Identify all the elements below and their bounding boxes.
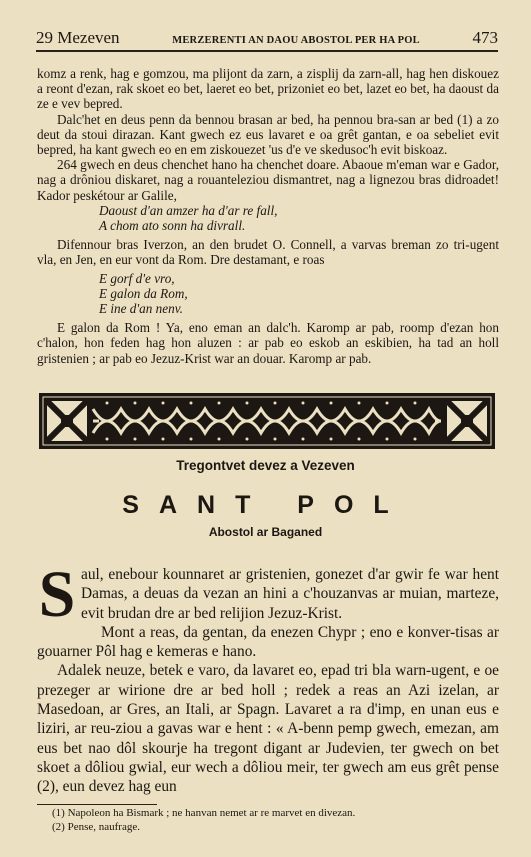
saint-subtitle: Abostol ar Baganed bbox=[208, 525, 323, 539]
header-date: 29 Mezeven bbox=[36, 28, 120, 47]
paragraph: Dalc'het en deus penn da bennou brasan ar bed, ha pennou bra-san ar bed (1) a zo deut da stoui dirazan. Kant gwech ez eus lavaret e oa grêt gantan, e oa sebeliet evit bepred, ha kant gwech eo en em ziskouezet 'us d'e ve skedusoc'h evit biskoaz. bbox=[37, 111, 499, 158]
main-text bbox=[37, 558, 499, 797]
verse-block bbox=[37, 203, 499, 233]
paragraph: 264 gwech en deus chenchet hano ha chenchet doare. Abaoue m'eman war e Gador, nag a drôniou diskaret, nag a rouanteleziou dismantret, nag a lignezou bras didroadet! Kador peskétour ar Galile, bbox=[37, 157, 499, 203]
paragraph: Difennour bras Iverzon, an den brudet O. Connell, a varvas breman zo tri-ugent vla, en Jen, en eur vont da Rom. Dre destamant, e roas bbox=[37, 237, 499, 268]
footnote-rule bbox=[37, 804, 157, 805]
top-section bbox=[37, 66, 499, 366]
corner-block-left bbox=[47, 401, 87, 441]
decorative-band bbox=[39, 393, 495, 449]
verse-block bbox=[37, 271, 499, 317]
verse-line: E ine d'an nenv. bbox=[99, 301, 183, 317]
footnote: (2) Pense, naufrage. bbox=[52, 821, 140, 833]
verse-line: Daoust d'an amzer ha d'ar re fall, bbox=[99, 202, 278, 218]
saint-name-heading: SANT POL bbox=[122, 491, 409, 519]
header-title: MERZERENTI AN DAOU ABOSTOL PER HA POL bbox=[172, 35, 420, 46]
drop-cap: S bbox=[38, 558, 76, 631]
feast-day-title: Tregontvet devez a Vezeven bbox=[176, 458, 355, 473]
paragraph: Mont a reas, da gentan, da enezen Chypr ; eno e konver-tisas ar gouarner Pôl hag e kemeras e hano. bbox=[37, 623, 499, 661]
verse-line: E galon da Rom, bbox=[99, 285, 188, 301]
paragraph: Adalek neuze, betek e varo, da lavaret eo, epad tri bla warn-ugent, e oe prezeger ar wirione dre ar bed holl ; redek a reas an Azi izelan, ar Masedoan, ar Gres, an Itali, ar Spagn. Lavaret a ra d'imp, en unan eus e liziri, ar reu-ziou a gavas war e hent : « A-benn pemp gwech, emezan, am eus bet nao dôl skourje ha tregont digant ar Judevien, ter gwech on bet skoet a dôliou gwial, eur wech a dôliou meir, ter gwech am eus grêt pense (2), eun devez hag eun bbox=[37, 662, 499, 796]
verse-line: E gorf d'e vro, bbox=[99, 270, 175, 286]
corner-block-right bbox=[447, 401, 487, 441]
header-rule bbox=[36, 50, 498, 52]
verse-line: A chom ato sonn ha divrall. bbox=[99, 218, 246, 234]
paragraph: E galon da Rom ! Ya, eno eman an dalc'h. Karomp ar pab, roomp d'ezan hon c'halon, hon feden hag hon aluzen : ar pab eo eskob an eskibien, ha tad an holl gristenien ; ar pab eo Jezuz-Krist war an douar. Karomp ar pab. bbox=[37, 320, 499, 366]
footnotes bbox=[52, 806, 492, 834]
paragraph bbox=[37, 558, 499, 631]
page-number: 473 bbox=[472, 28, 498, 47]
running-header bbox=[36, 28, 498, 50]
paragraph: komz a renk, hag e gomzou, ma plijont da zarn, a zisplij da zarn-all, hag hen diskouez a reont d'ezan, rak skoet eo bet, laeret eo bet, prizoniet eo bet, lazet eo bet, ha daoust da ze e vev bepred. bbox=[37, 66, 499, 112]
paragraph-text: aul, enebour kounnaret ar gristenien, gonezet d'ar gwir fe war hent Damas, a deuas da vezan an hini a c'houzanvas ar muian, marteze, evit brudan dre ar bed relijion Jezuz-Krist. bbox=[81, 566, 499, 622]
footnote: (1) Napoleon ha Bismark ; ne hanvan nemet ar re marvet en divezan. bbox=[52, 807, 356, 819]
